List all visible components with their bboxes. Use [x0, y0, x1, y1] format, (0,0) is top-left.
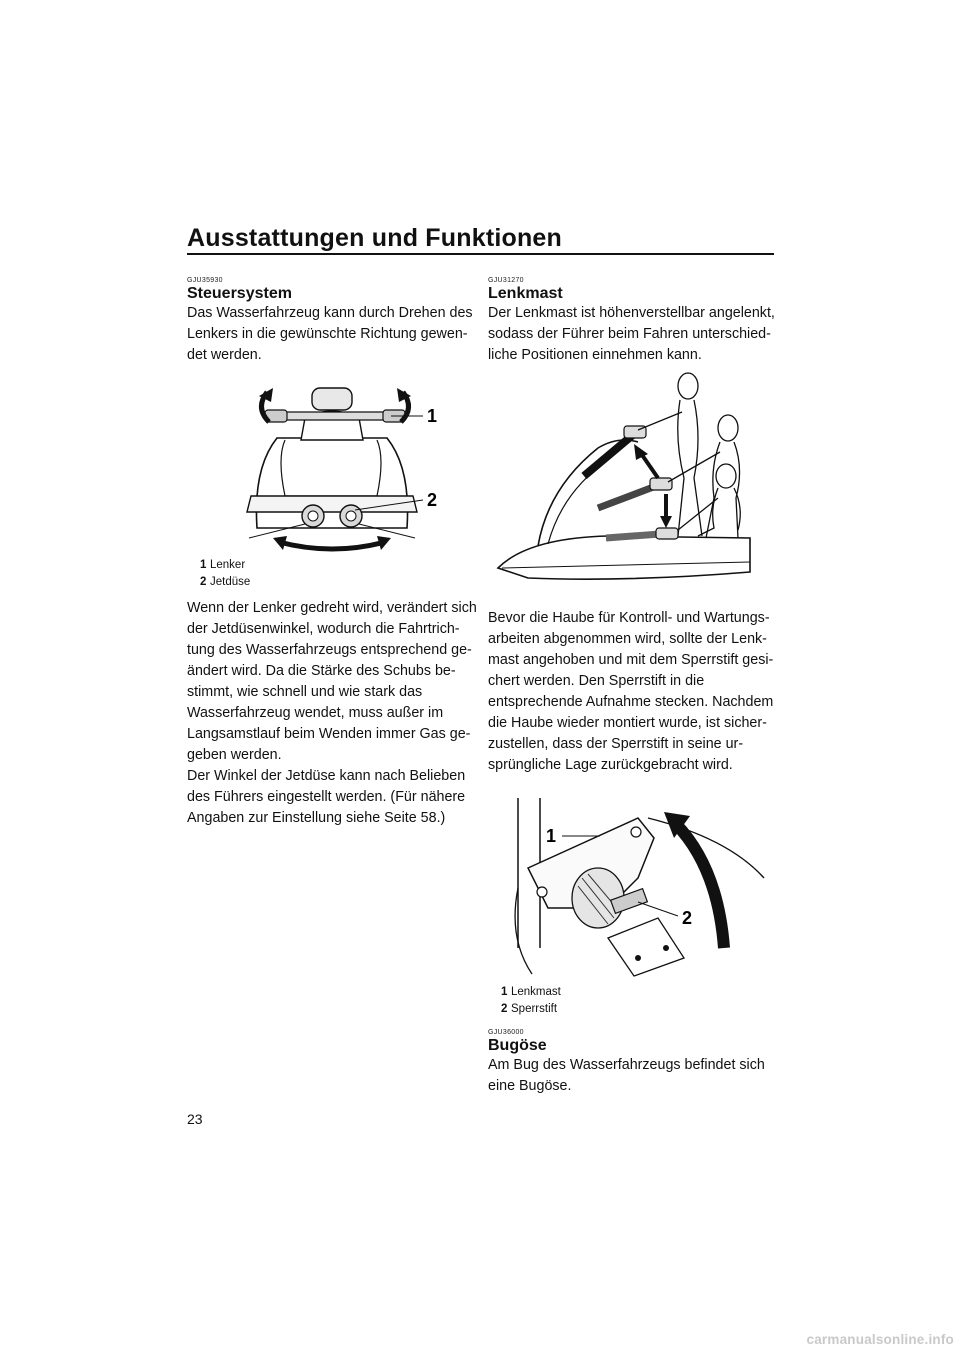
left-column [187, 276, 477, 829]
figure-legend [501, 984, 561, 1018]
section-code: GJU36000 [488, 1029, 524, 1036]
callout-2: 2 [682, 908, 693, 928]
section-heading-bugoese: Bugöse [488, 1037, 547, 1054]
section-code: GJU31270 [488, 277, 524, 284]
text-line: Angaben zur Einstellung siehe Seite 58.) [187, 810, 446, 826]
text-line: Wasserfahrzeug wendet, muss außer im [187, 705, 444, 721]
legend-item: 1 Lenker [200, 559, 246, 571]
section-heading-steuersystem: Steuersystem [187, 285, 292, 302]
legend-item: 1 Lenkmast [501, 986, 561, 998]
legend-item: 2 Sperrstift [501, 1003, 558, 1015]
section-heading-lenkmast: Lenkmast [488, 285, 563, 302]
bugoese-body [488, 1055, 768, 1097]
text-line: chert werden. Den Sperrstift in die [488, 673, 705, 689]
text-line: Bevor die Haube für Kontroll- und Wartungs- [488, 610, 770, 626]
lock-pin-figure [488, 798, 768, 1020]
right-column [488, 276, 775, 1097]
text-line: sprüngliche Lage zurückgebracht wird. [488, 757, 733, 773]
page-title: Ausstattungen und Funktionen [187, 224, 563, 252]
text-line: liche Positionen einnehmen kann. [488, 347, 702, 363]
steuersystem-intro [187, 303, 473, 366]
callout-1: 1 [427, 406, 438, 426]
steuersystem-body [187, 598, 477, 829]
callout-2: 2 [427, 490, 438, 510]
handlebar-jet-nozzle-illustration [187, 378, 467, 558]
text-line: tung des Wasserfahrzeugs entsprechend ge- [187, 642, 472, 658]
text-line: arbeiten abgenommen wird, sollte der Lenk- [488, 631, 767, 647]
text-line: Wenn der Lenker gedreht wird, verändert sich [187, 600, 477, 616]
text-line: ändert wird. Da die Stärke des Schubs be- [187, 663, 456, 679]
text-line: entsprechende Aufnahme stecken. Nachdem [488, 694, 774, 710]
lock-pin-illustration [488, 798, 768, 984]
riding-positions-illustration [488, 368, 768, 598]
text-line: Am Bug des Wasserfahrzeugs befindet sich [488, 1057, 765, 1073]
text-line: det werden. [187, 347, 262, 363]
page-number: 23 [187, 1111, 203, 1127]
text-line: Langsamstlauf beim Wenden immer Gas ge- [187, 726, 471, 742]
watermark: carmanualsonline.info [806, 1332, 954, 1347]
text-line: Der Winkel der Jetdüse kann nach Belieben [187, 768, 466, 784]
lenkmast-intro [488, 303, 775, 366]
text-line: sodass der Führer beim Fahren unterschied- [488, 326, 771, 342]
text-line: mast angehoben und mit dem Sperrstift gesi- [488, 652, 774, 668]
handlebar-figure [187, 378, 467, 594]
text-line: Der Lenkmast ist höhenverstellbar angelenkt, [488, 305, 775, 321]
text-line: geben werden. [187, 747, 282, 763]
text-line: zustellen, dass der Sperrstift in seine ur- [488, 736, 744, 752]
lenkmast-body [488, 608, 774, 776]
text-line: eine Bugöse. [488, 1078, 572, 1094]
text-line: der Jetdüsenwinkel, wodurch die Fahrtrich- [187, 621, 460, 637]
text-line: des Führers eingestellt werden. (Für nähere [187, 789, 466, 805]
figure-legend [200, 557, 250, 591]
text-line: stimmt, wie schnell und wie stark das [187, 684, 423, 700]
text-line: Das Wasserfahrzeug kann durch Drehen des [187, 305, 473, 321]
legend-item: 2 Jetdüse [200, 576, 251, 588]
text-line: die Haube wieder montiert wurde, ist sicher- [488, 715, 767, 731]
text-line: Lenkers in die gewünschte Richtung gewen- [187, 326, 468, 342]
riding-positions-figure [488, 368, 768, 608]
section-code: GJU35930 [187, 277, 223, 284]
title-rule [187, 253, 774, 255]
callout-1: 1 [546, 826, 557, 846]
